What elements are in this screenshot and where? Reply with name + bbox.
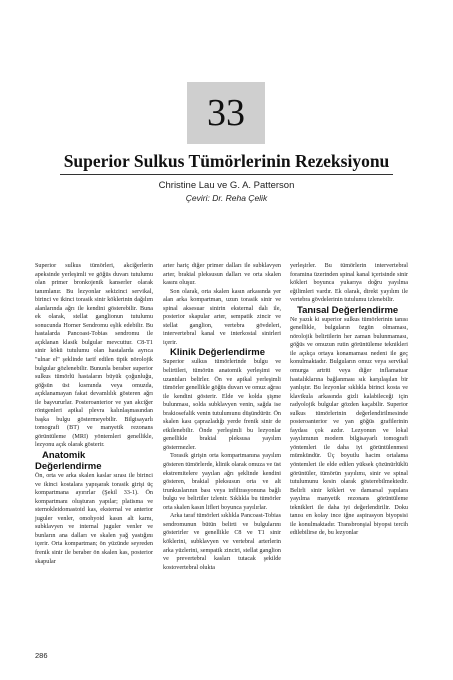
text-column-1 (35, 262, 153, 566)
section-heading-tanisal: Tanısal Değerlendirme (297, 304, 399, 316)
paragraph: Superior sulkus tümörleri, akciğerlerin apeksinde yerleşimli ve göğüs duvarı tutulumu olan primer bronkojenik kanserler olarak tanımlanır. Bu lezyonlar sekizinci servikal, birinci ve ikinci torasik sinir köklerinin dağılım alanlarında ağrı ile kendini gösterebilir. Buna ek olarak, stellat ganglionun tutulumu sonucunda Horner Sendromu eşlik edebilir. Bu hastalarda Pancoast-Tobias sendromu ile açıklanan klasik bulgular mevcuttur. C8-T1 sinir kökü tutulumu olan hastalarda ayrıca "ulnar el" şeklinde tarif edilen tipik nörolojik bulgular gözlenebilir. Bununla beraber superior sulkus tümörlü hastaların büyük çoğunluğu, göğsün üst kısmında veya omuzda, açıklanamayan fakat devamlılık gösteren ağrı ile başvururlar. Posteroanterior ve yan akciğer röntgenleri apikal plevra kalınlaşmasından başka bulgu göstermeyebilir. Bilgisayarlı tomografi (BT) ve manyetik rezonans görüntüleme (MRI) yöntemleri genellikle, lezyonu açık olarak gösterir. (35, 263, 153, 449)
paragraph: arter hariç diğer primer dalları ile subklavyen arter, brakial pleksusun dalları ve orta skalen kasını oluşur. (163, 263, 281, 287)
paragraph: Son olarak, orta skalen kasın arkasında yer alan arka kompartman, uzun torasik sinir ve spinal aksesuar sinirin eksternal dalı ile, posterior skapular arter, sempatik zincir ve stellat ganglion, vertebra gövdeleri, intervertebral kanal ve interkostal sinirleri içerir. (163, 288, 281, 346)
paragraph: yerleşirler. Bu tümörlerin intervertebral foramina üzerinden spinal kanal içerisinde sinir kökleri boyunca yukarıya doğru yayılma eğilimleri vardır. Ek olarak, direkt yayılım ile vertebra gövdelerinin tutulumu izlenebilir. (290, 263, 408, 304)
paragraph: Arka taraf tümörleri sıklıkla Pancoast-Tobias sendromunun bütün belirti ve bulgularını gösterirler ve genellikle C8 ve T1 sinir köklerini, subklavyen ve vertebral arterlerin arka yüzlerini, sempatik zinciri, stellat ganglion ve prevertebral kasları tutacak şekilde kostovertebral olukta (163, 513, 281, 571)
paragraph: Superior sulkus tümörlerinde bulgu ve belirtileri, tümörün anatomik yerleşimi ve uzantıları belirler. Ön ve apikal yerleşimli tümörler genellikle göğüs duvarı ve omuz ağrısı ile kendini gösterir. Elde ve kolda şişme bulunması, solda subklavyen venin, sağda ise brakiosefalik venin tutulumunu düşündürür. Ön skalen kası çaprazladığı yerde frenik sinir de etkilenebilir. Önde yerleşimli bu lezyonlar genellikle brakial pleksusa yayılım göstermezler. (163, 359, 282, 451)
section-heading-anatomik: Anatomik Değerlendirme (35, 450, 102, 473)
chapter-title: Superior Sulkus Tümörlerinin Rezeksiyonu (63, 151, 390, 171)
paragraph: Ne yazık ki superior sulkus tümörlerinin tanısı genellikle, bulguların özgün olmaması, nörolojik belirtilerin her zaman bulunmaması, göğüs ve omuzun rutin görüntüleme teknikleri ile açıkça ortaya konamaması nedeni ile geç konulmaktadır. Bulguların omuz veya servikal omurga artriti veya diğer inflamatuar hastalıklarına bağlanması sık karşılaşılan bir yanlıştır. Bu lezyonlar sıklıkla birinci kosta ve klavikula arkasında gizli kalabileceği için radyolojik bulgular gözden kaçabilir. Superior sulkus tümörlerinin değerlendirilmesinde posteroanterior ve yan göğüs grafilerinin faydası çok azdır. Lezyonun ve lokal yayılımının modern bilgisayarlı tomografi yöntemleri ile daha iyi görüntülenmesi mümkündür. Üç boyutlu hacim ortalama yöntemleri ile elde edilen yüksek çözünürlüklü görüntüler, tümörün yayılımı, sinir ve spinal tutulumunu kesin olarak gösterebilmektedir. Belirli sinir kökleri ve damarsal yapılara yayılma manyetik rezonans görüntüleme teknikleri ile daha iyi değerlendirilir. Doku tanısı en kolay ince iğne aspirasyon biyopsisi ile konulmaktadır. Transbronşial biyopsi tercih edilebilirse de, bu lezyonlar (290, 316, 408, 537)
chapter-number: 33 (207, 92, 245, 134)
author-line: Christine Lau ve G. A. Patterson (158, 180, 295, 191)
translator-line: Çeviri: Dr. Reha Çelik (185, 193, 268, 203)
title-divider (60, 174, 393, 175)
page-number: 286 (35, 651, 48, 660)
paragraph: Ön, orta ve arka skalen kaslar sırası ile birinci ve ikinci kostalara yapışarak torasik girişi üç kompartmana ayırırlar (Şekil 33-1). Ön kompartmanı oluşturan yapılar; platisma ve sternokleidomastoid kas, eksternal ve anterior juguler venler, omohyoid kasın alt karnı, subklavyen ve internal juguler venler ve bunların ana dalları ve skalen yağ yastığını içerir. Orta kompartman; ön yüzünde seyreden frenik sinir ile beraber ön skalen kas, posterior skapular (35, 473, 153, 565)
text-column-2 (163, 262, 281, 572)
text-column-3 (290, 262, 408, 538)
chapter-number-box (187, 82, 265, 144)
paragraph: Torasik girişin orta kompartmanına yayılım gösteren tümörlerde, klinik olarak omuza ve üst ekstremitelere yayılan ağrı şeklinde kendini gösteren, brakial pleksusun orta ve alt trunkuslarının bası veya infiltrasyonuna bağlı bulgu ve belirtiler izlenir. Sıklıkla bu tümörler orta skalen kasın lifleri boyunca yayılırlar. (163, 453, 281, 511)
section-heading-klinik: Klinik Değerlendirme (170, 347, 266, 359)
